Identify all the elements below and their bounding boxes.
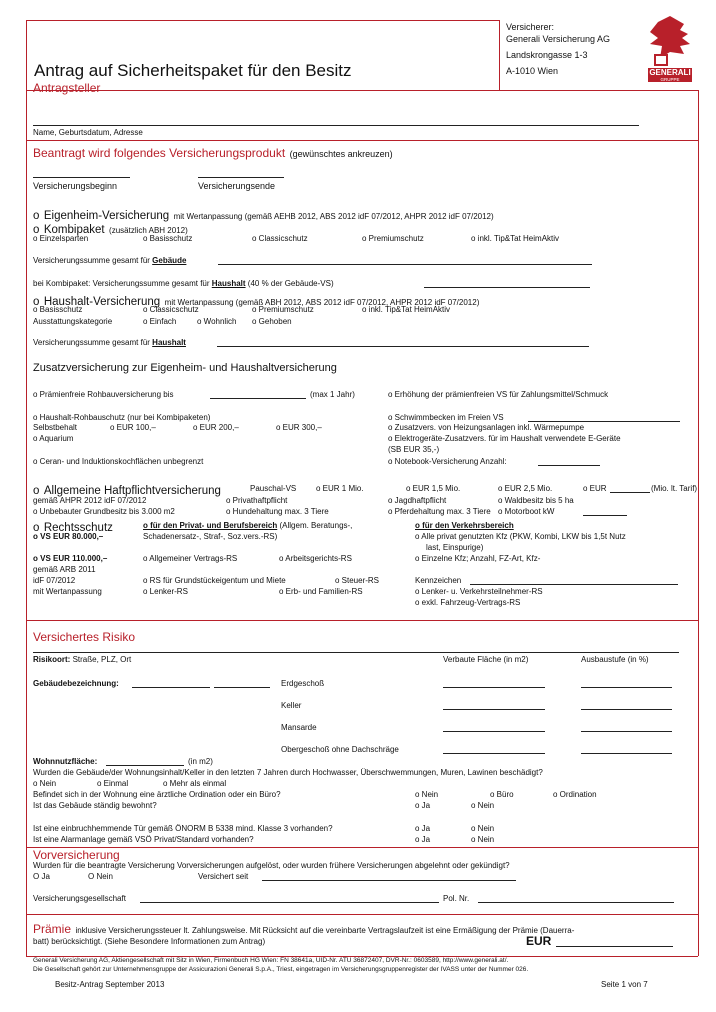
liability-opt-4[interactable]: o EUR: [583, 484, 607, 493]
household-opt-1[interactable]: o Basisschutz: [33, 305, 83, 314]
legal-a2: (Allgem. Beratungs-,: [279, 521, 353, 530]
legal-vs1-text[interactable]: o VS EUR 80.000,–: [33, 532, 104, 541]
sum-building: [33, 256, 186, 266]
legal-vs2c[interactable]: o Arbeitsgerichts-RS: [279, 554, 352, 563]
legal-r2b[interactable]: o Erb- und Familien-RS: [279, 587, 363, 596]
question-4: Ist eine einbruchhemmende Tür gemäß ÖNORM B 5338 mind. Klasse 3 vorhanden?: [33, 824, 333, 833]
legal-r3[interactable]: o exkl. Fahrzeug-Vertrags-RS: [415, 598, 521, 607]
legal-g1: gemäß ARB 2011: [33, 565, 96, 574]
premium-eur-line[interactable]: [556, 946, 673, 947]
liability-title: Allgemeine Haftpflichtversicherung: [43, 485, 221, 497]
premium-eur: EUR: [526, 934, 552, 948]
question-3: Ist das Gebäude ständig bewohnt?: [33, 801, 157, 810]
household-opt-3[interactable]: o Premiumschutz: [252, 305, 314, 314]
category-opt-2[interactable]: o Wohnlich: [197, 317, 237, 326]
building-line-2[interactable]: [214, 687, 270, 688]
logo-sub: GRUPPE: [660, 77, 680, 82]
home-checkbox[interactable]: o: [33, 210, 40, 222]
prior-since-line[interactable]: [262, 880, 516, 881]
motorboat-line[interactable]: [583, 515, 627, 516]
kombi-sum: [33, 279, 334, 289]
sum-building-label: Versicherungssumme gesamt für: [33, 256, 150, 265]
legal-vs1b: Schadenersatz-, Straf-, Soz.vers.-RS): [143, 532, 278, 541]
legal-checkbox[interactable]: o: [33, 522, 40, 534]
legal-r1[interactable]: o RS für Grundstückeigentum und Miete: [143, 576, 286, 585]
living-area: [33, 757, 97, 767]
prior-polnr: Pol. Nr.: [443, 894, 470, 903]
frame-header-bottom: [26, 90, 698, 91]
legal-vs2-text[interactable]: o VS EUR 110.000,–: [33, 554, 108, 563]
sum-household: [33, 338, 186, 348]
divider: [26, 140, 698, 141]
legal-r2[interactable]: o Lenker-RS: [143, 587, 188, 596]
product-hint: (gewünschtes ankreuzen): [289, 149, 393, 159]
legal-g2: idF 07/2012: [33, 576, 76, 585]
liability-g2[interactable]: o Unbebauter Grundbesitz bis 3.000 m2: [33, 507, 175, 516]
liability-tarif: (Mio. lt. Tarif): [651, 484, 698, 493]
legal-footer-1: Generali Versicherung AG, Aktiengesellschaft mit Sitz in Wien, Firmenbuch HG Wien: FN 38641a, UID-Nr. ATU 36872407, DVR-Nr.: 0603589, http://www.generali.at/.: [33, 957, 509, 964]
prior-polnr-line[interactable]: [478, 902, 674, 903]
extra-r3[interactable]: o Zusatzvers. von Heizungsanlagen inkl. Wärmepumpe: [388, 423, 585, 432]
household-opt-4[interactable]: o inkl. Tip&Tat HeimAktiv: [362, 305, 451, 314]
floor-3: Mansarde: [281, 723, 317, 732]
extra-l5[interactable]: o Ceran- und Induktionskochflächen unbegrenzt: [33, 457, 204, 466]
applicant-heading: Antragsteller: [33, 81, 101, 95]
level-header: Ausbaustufe (in %): [581, 655, 649, 664]
product-heading: [33, 144, 393, 162]
liability-g2d[interactable]: o Motorboot kW: [498, 507, 555, 516]
start-label: Versicherungsbeginn: [33, 181, 118, 191]
q4-opt-2[interactable]: o Nein: [471, 824, 495, 833]
legal-vs2d[interactable]: o Einzelne Kfz; Anzahl, FZ-Art, Kfz-: [415, 554, 541, 563]
frame-top: [26, 20, 499, 21]
kombi-title: Kombipaket: [43, 224, 105, 236]
legal-vs2b[interactable]: o Allgemeiner Vertrags-RS: [143, 554, 238, 563]
level-line-3[interactable]: [581, 731, 672, 732]
home-opt-2[interactable]: o Basisschutz: [143, 234, 193, 243]
sum-household-label: Versicherungssumme gesamt für: [33, 338, 150, 347]
q1-opt-1[interactable]: o Nein: [33, 779, 57, 788]
home-opt-5[interactable]: o inkl. Tip&Tat HeimAktiv: [471, 234, 560, 243]
extra-r1[interactable]: o Erhöhung der prämienfreien VS für Zahlungsmittel/Schmuck: [388, 390, 609, 399]
home-opt-4[interactable]: o Premiumschutz: [362, 234, 424, 243]
extra-r5-line[interactable]: [538, 465, 600, 466]
living-area-label: Wohnnutzfläche:: [33, 757, 98, 766]
applicant-label: Name, Geburtsdatum, Adresse: [33, 128, 143, 137]
level-line-4[interactable]: [581, 753, 672, 754]
end-line[interactable]: [198, 177, 284, 178]
legal-footer-2: Die Gesellschaft gehört zur Unternehmensgruppe der Assicurazioni Generali S.p.A., Triest, eingetragen im Versicherungsgruppenregister der IVASS unter der Nummer 026.: [33, 966, 529, 973]
legal-title: Rechtsschutz: [43, 522, 113, 534]
extra-l3-opt-3[interactable]: o EUR 300,–: [276, 423, 322, 432]
area-line-2[interactable]: [443, 709, 545, 710]
building-label: [33, 679, 119, 689]
extra-l1[interactable]: o Prämienfreie Rohbauversicherung bis: [33, 390, 174, 399]
legal-vs1[interactable]: [33, 532, 103, 542]
frame-right: [698, 90, 699, 956]
premium-text-2: batt) berücksichtigt. (Siehe Besondere Informationen zum Antrag): [33, 937, 266, 946]
insurer-street: Landskrongasse 1-3: [506, 50, 588, 60]
start-line[interactable]: [33, 177, 130, 178]
q3-opt-2[interactable]: o Nein: [471, 801, 495, 810]
household-opt-2[interactable]: o Classicschutz: [143, 305, 199, 314]
liability-checkbox[interactable]: o: [33, 485, 40, 497]
applicant-line[interactable]: [33, 125, 639, 126]
liability-g2b[interactable]: o Hundehaltung max. 3 Tiere: [226, 507, 329, 516]
legal-vs1c[interactable]: o Alle privat genutzten Kfz (PKW, Kombi, LKW bis 1,5t Nutz: [415, 532, 626, 541]
area-line-1[interactable]: [443, 687, 545, 688]
liability-opt-3[interactable]: o EUR 2,5 Mio.: [498, 484, 553, 493]
kombi-sum-bold: Haushalt: [211, 279, 246, 288]
kombi-sum-label: bei Kombipaket: Versicherungssumme gesamt für: [33, 279, 210, 288]
divider: [26, 847, 698, 848]
liability-eur-line[interactable]: [610, 492, 650, 493]
category-label: Ausstattungskategorie: [33, 317, 113, 326]
prior-since: Versichert seit: [198, 872, 249, 881]
prior-opt-no[interactable]: O Nein: [88, 872, 113, 881]
kombi-sum-note: (40 % der Gebäude-VS): [247, 279, 334, 288]
extra-l4[interactable]: o Aquarium: [33, 434, 74, 443]
legal-g3: mit Wertanpassung: [33, 587, 102, 596]
liability-g1b[interactable]: o Privathaftpflicht: [226, 496, 288, 505]
household-checkbox[interactable]: o: [33, 296, 40, 308]
q1-opt-2[interactable]: o Einmal: [97, 779, 129, 788]
q5-opt-1[interactable]: o Ja: [415, 835, 431, 844]
question-2: Befindet sich in der Wohnung eine ärztliche Ordination oder ein Büro?: [33, 790, 281, 799]
logo-text: GENERALI: [649, 68, 691, 77]
end-label: Versicherungsende: [198, 181, 276, 191]
liability-g1c[interactable]: o Jagdhaftpflicht: [388, 496, 447, 505]
premium-heading: Prämie: [33, 922, 72, 936]
sum-building-bold: Gebäude: [152, 256, 187, 265]
legal-a: [143, 521, 352, 531]
q2-opt-3[interactable]: o Ordination: [553, 790, 597, 799]
area-line-3[interactable]: [443, 731, 545, 732]
area-header: Verbaute Fläche (in m2): [443, 655, 529, 664]
page-title: Antrag auf Sicherheitspaket für den Besitz: [34, 61, 352, 80]
risk-address-line[interactable]: [33, 652, 679, 653]
extra-r4[interactable]: o Elektrogeräte-Zusatzvers. für im Haushalt verwendete E-Geräte: [388, 434, 621, 443]
insurer-label: Versicherer:: [506, 22, 555, 32]
plate-line[interactable]: [470, 584, 678, 585]
footer-doc: Besitz-Antrag September 2013: [55, 980, 165, 989]
level-line-2[interactable]: [581, 709, 672, 710]
liability-g2c[interactable]: o Pferdehaltung max. 3 Tiere: [388, 507, 491, 516]
household-desc: mit Wertanpassung (gemäß ABH 2012, ABS 2012 idF 07/2012, AHPR 2012 idF 07/2012): [164, 298, 480, 307]
liability-g1: gemäß AHPR 2012 idF 07/2012: [33, 496, 147, 505]
building-label-text: Gebäudebezeichnung:: [33, 679, 119, 688]
kombi-sum-line[interactable]: [424, 287, 590, 288]
liability-opt-2[interactable]: o EUR 1,5 Mio.: [406, 484, 461, 493]
q1-opt-3[interactable]: o Mehr als einmal: [163, 779, 227, 788]
home-opt-3[interactable]: o Classicschutz: [252, 234, 308, 243]
q5-opt-2[interactable]: o Nein: [471, 835, 495, 844]
legal-r1c: Kennzeichen: [415, 576, 462, 585]
prior-opt-yes[interactable]: O Ja: [33, 872, 50, 881]
building-line-1[interactable]: [132, 687, 210, 688]
legal-a-text[interactable]: o für den Privat- und Berufsbereich: [143, 521, 278, 530]
q3-opt-1[interactable]: o Ja: [415, 801, 431, 810]
q2-opt-2[interactable]: o Büro: [490, 790, 514, 799]
legal-r2c[interactable]: o Lenker- u. Verkehrsteilnehmer-RS: [415, 587, 543, 596]
prior-question: Wurden für die beantragte Versicherung Vorversicherungen aufgelöst, oder wurden frühere Versicherungen abgelehnt oder gekündigt?: [33, 861, 510, 870]
sum-household-bold: Haushalt: [152, 338, 186, 347]
category-opt-3[interactable]: o Gehoben: [252, 317, 292, 326]
floor-1: Erdgeschoß: [281, 679, 325, 688]
living-area-unit: (in m2): [188, 757, 213, 766]
extra-r4b: (SB EUR 35,-): [388, 445, 440, 454]
liability-flat: Pauschal-VS: [250, 484, 297, 493]
extra-l1-line[interactable]: [210, 398, 306, 399]
risk-heading: Versichertes Risiko: [33, 630, 136, 644]
floor-2: Keller: [281, 701, 302, 710]
q2-opt-1[interactable]: o Nein: [415, 790, 439, 799]
q4-opt-1[interactable]: o Ja: [415, 824, 431, 833]
divider: [26, 620, 698, 621]
prior-company: Versicherungsgesellschaft: [33, 894, 126, 903]
extra-r2-line[interactable]: [528, 421, 680, 422]
category-opt-1[interactable]: o Einfach: [143, 317, 177, 326]
extra-l1b: (max 1 Jahr): [310, 390, 355, 399]
extra-r2[interactable]: o Schwimmbecken im Freien VS: [388, 413, 504, 422]
risk-address-label: Risikoort:: [33, 655, 71, 664]
prior-company-line[interactable]: [140, 902, 439, 903]
legal-vs2[interactable]: [33, 554, 107, 564]
liability-opt-1[interactable]: o EUR 1 Mio.: [316, 484, 364, 493]
kombi-checkbox[interactable]: o: [33, 224, 40, 236]
question-1: Wurden die Gebäude/der Wohnungsinhalt/Keller in den letzten 7 Jahren durch Hochwasser, Überschwemmungen, Muren, Lawinen beschädigt?: [33, 768, 543, 777]
risk-address-sub: Straße, PLZ, Ort: [72, 655, 132, 664]
sum-building-line[interactable]: [218, 264, 592, 265]
extra-heading: Zusatzversicherung zur Eigenheim- und Haushaltversicherung: [33, 362, 337, 374]
area-line-4[interactable]: [443, 753, 545, 754]
risk-address: [33, 655, 131, 665]
home-desc: mit Wertanpassung (gemäß AEHB 2012, ABS 2012 idF 07/2012, AHPR 2012 idF 07/2012): [173, 212, 494, 221]
footer-page: Seite 1 von 7: [601, 980, 648, 989]
prior-heading: Vorversicherung: [33, 848, 120, 862]
liability-g1d[interactable]: o Waldbesitz bis 5 ha: [498, 496, 574, 505]
extra-l3-opt-1[interactable]: o EUR 100,–: [110, 423, 156, 432]
insurer-city: A-1010 Wien: [506, 66, 559, 76]
sum-household-line[interactable]: [217, 346, 589, 347]
extra-l3: Selbstbehalt: [33, 423, 78, 432]
generali-logo: [640, 14, 698, 90]
level-line-1[interactable]: [581, 687, 672, 688]
product-heading-text: Beantragt wird folgendes Versicherungsprodukt: [33, 146, 286, 160]
legal-b[interactable]: [415, 521, 514, 531]
insurer-name: Generali Versicherung AG: [506, 34, 611, 44]
premium-line-1: [33, 920, 574, 938]
question-5: Ist eine Alarmanlage gemäß VSÖ Privat/Standard vorhanden?: [33, 835, 254, 844]
extra-l2[interactable]: o Haushalt-Rohbauschutz (nur bei Kombipaketen): [33, 413, 211, 422]
premium-text-1: inklusive Versicherungssteuer lt. Zahlungsweise. Mit Rücksicht auf die vereinbarte Vertragslaufzeit ist eine Ermäßigung der Prämie (Dauerra-: [75, 926, 575, 935]
extra-r5[interactable]: o Notebook-Versicherung Anzahl:: [388, 457, 507, 466]
legal-r1b[interactable]: o Steuer-RS: [335, 576, 380, 585]
household-title: Haushalt-Versicherung: [43, 296, 161, 308]
divider: [26, 914, 698, 915]
legal-vs1d: last, Einspurige): [426, 543, 484, 552]
frame-left: [26, 20, 27, 956]
kombi-desc: (zusätzlich ABH 2012): [109, 226, 188, 235]
living-area-line[interactable]: [106, 765, 184, 766]
legal-b-text[interactable]: o für den Verkehrsbereich: [415, 521, 514, 530]
frame-header-divider: [499, 20, 500, 90]
extra-l3-opt-2[interactable]: o EUR 200,–: [193, 423, 239, 432]
floor-4: Obergeschoß ohne Dachschräge: [281, 745, 399, 754]
home-title: Eigenheim-Versicherung: [43, 210, 170, 222]
home-opt-1[interactable]: o Einzelsparten: [33, 234, 89, 243]
